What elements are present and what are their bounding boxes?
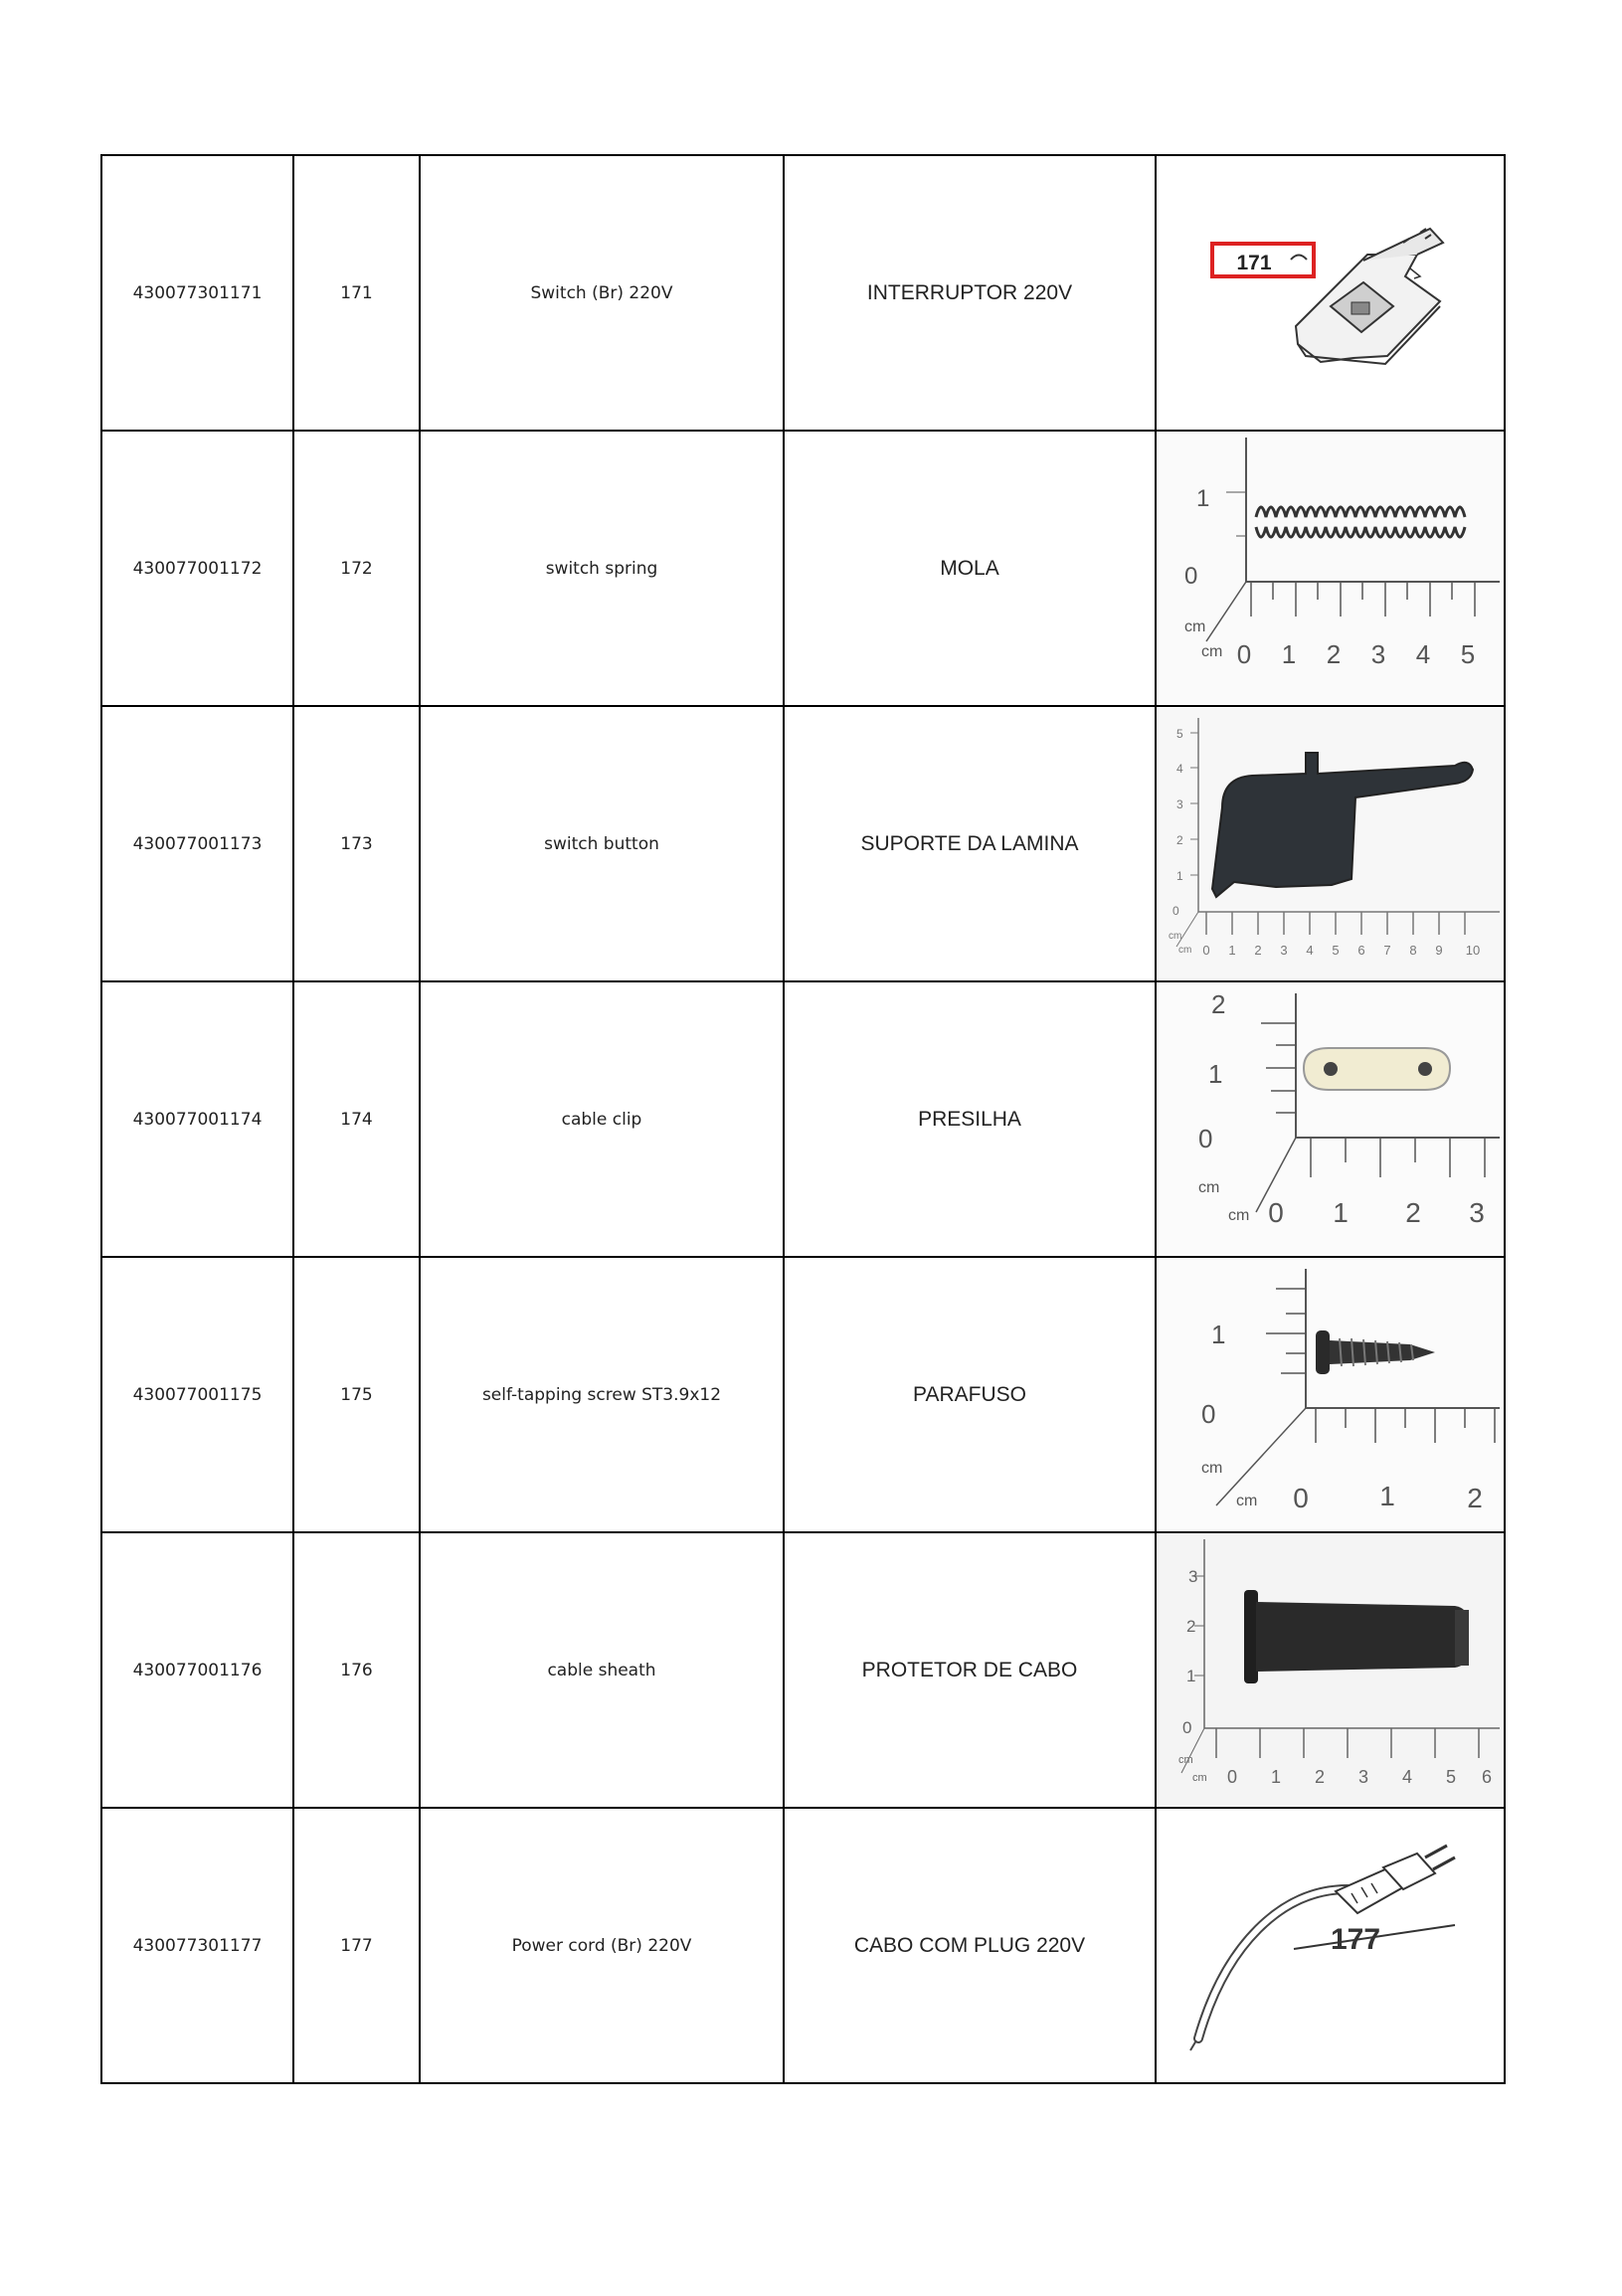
scale-tick-label: 1 — [1281, 639, 1297, 669]
item-number: 176 — [293, 1532, 420, 1808]
scale-tick-label: 1 — [1270, 1767, 1282, 1787]
scale-tick-label: 1 — [1211, 1320, 1226, 1349]
table-row — [101, 706, 1505, 981]
description-pt: INTERRUPTOR 220V — [784, 155, 1156, 431]
switch-button-photo — [1157, 708, 1504, 979]
description-pt: SUPORTE DA LAMINA — [784, 706, 1156, 981]
scale-tick-label: 0 — [1236, 639, 1252, 669]
scale-tick-label: 5 — [1445, 1767, 1457, 1787]
scale-tick-label: 4 — [1306, 943, 1314, 958]
part-image-cell — [1156, 981, 1505, 1257]
scale-tick-label: 2 — [1186, 1617, 1196, 1636]
scale-tick-label: 2 — [1326, 639, 1342, 669]
item-number: 173 — [293, 706, 420, 981]
scale-tick-label: 0 — [1226, 1767, 1238, 1787]
scale-unit-label: cm — [1192, 1772, 1207, 1784]
description-en: switch spring — [420, 431, 784, 706]
part-code: 430077001176 — [101, 1532, 293, 1808]
scale-tick-label: 4 — [1415, 639, 1431, 669]
scale-tick-label: 1 — [1186, 1667, 1196, 1685]
scale-tick-label: 3 — [1280, 943, 1288, 958]
item-number: 177 — [293, 1808, 420, 2083]
cable-sheath-photo — [1157, 1534, 1504, 1806]
spring-photo — [1157, 433, 1504, 704]
scale-unit-label: cm — [1201, 1460, 1223, 1477]
part-code: 430077001175 — [101, 1257, 293, 1532]
part-code: 430077001173 — [101, 706, 293, 981]
description-pt: MOLA — [784, 431, 1156, 706]
scale-unit-label: cm — [1198, 1179, 1220, 1196]
table-row — [101, 1257, 1505, 1532]
scale-tick-label: 2 — [1176, 833, 1183, 847]
part-code: 430077001174 — [101, 981, 293, 1257]
description-pt: PROTETOR DE CABO — [784, 1532, 1156, 1808]
cable-clip-photo — [1157, 983, 1504, 1255]
table-row — [101, 155, 1505, 431]
scale-tick-label: 9 — [1435, 943, 1443, 958]
callout-label: 171 — [1236, 252, 1272, 274]
description-en: Switch (Br) 220V — [420, 155, 784, 431]
table-row — [101, 1808, 1505, 2083]
scale-tick-label: 2 — [1314, 1767, 1326, 1787]
scale-tick-label: 1 — [1379, 1481, 1395, 1511]
scale-tick-label: 2 — [1405, 1197, 1421, 1228]
part-code: 430077301177 — [101, 1808, 293, 2083]
description-en: cable clip — [420, 981, 784, 1257]
scale-tick-label: 1 — [1333, 1197, 1349, 1228]
item-number: 171 — [293, 155, 420, 431]
parts-table — [100, 154, 1506, 2084]
scale-tick-label: 5 — [1460, 639, 1476, 669]
power-cord-drawing — [1157, 1810, 1504, 2081]
part-image-cell — [1156, 706, 1505, 981]
scale-tick-label: 1 — [1196, 485, 1210, 512]
scale-unit-label: cm — [1178, 1754, 1193, 1766]
scale-tick-label: 3 — [1357, 1767, 1369, 1787]
scale-tick-label: 3 — [1469, 1197, 1485, 1228]
scale-tick-label: 7 — [1383, 943, 1391, 958]
part-image-cell — [1156, 1808, 1505, 2083]
item-number: 175 — [293, 1257, 420, 1532]
table-row — [101, 431, 1505, 706]
scale-unit-label: cm — [1169, 931, 1182, 942]
scale-tick-label: 10 — [1465, 943, 1481, 958]
scale-unit-label: cm — [1228, 1207, 1250, 1224]
scale-tick-label: 8 — [1409, 943, 1417, 958]
scale-tick-label: 3 — [1188, 1567, 1198, 1586]
table-row — [101, 981, 1505, 1257]
part-image-cell — [1156, 1532, 1505, 1808]
description-en: switch button — [420, 706, 784, 981]
scale-tick-label: 5 — [1332, 943, 1340, 958]
scale-tick-label: 0 — [1201, 1399, 1216, 1429]
scale-tick-label: 2 — [1467, 1483, 1483, 1513]
part-image-cell — [1156, 431, 1505, 706]
scale-tick-label: 0 — [1202, 943, 1210, 958]
description-pt: PRESILHA — [784, 981, 1156, 1257]
scale-tick-label: 0 — [1182, 1718, 1192, 1737]
scale-tick-label: 1 — [1228, 943, 1236, 958]
description-pt: CABO COM PLUG 220V — [784, 1808, 1156, 2083]
scale-tick-label: 0 — [1268, 1197, 1284, 1228]
scale-unit-label: cm — [1184, 618, 1206, 635]
screw-photo — [1157, 1259, 1504, 1530]
part-code: 430077301171 — [101, 155, 293, 431]
scale-tick-label: 4 — [1176, 762, 1183, 776]
description-en: Power cord (Br) 220V — [420, 1808, 784, 2083]
part-image-cell — [1156, 155, 1505, 431]
scale-tick-label: 2 — [1211, 989, 1226, 1019]
description-pt: PARAFUSO — [784, 1257, 1156, 1532]
scale-tick-label: 4 — [1401, 1767, 1413, 1787]
item-number: 172 — [293, 431, 420, 706]
scale-tick-label: 6 — [1357, 943, 1365, 958]
scale-tick-label: 3 — [1370, 639, 1386, 669]
item-number: 174 — [293, 981, 420, 1257]
scale-unit-label: cm — [1236, 1493, 1258, 1509]
part-image-cell — [1156, 1257, 1505, 1532]
scale-tick-label: 1 — [1208, 1059, 1223, 1089]
scale-tick-label: 0 — [1293, 1483, 1309, 1513]
description-en: cable sheath — [420, 1532, 784, 1808]
part-code: 430077001172 — [101, 431, 293, 706]
scale-tick-label: 1 — [1176, 869, 1183, 883]
scale-tick-label: 6 — [1481, 1767, 1493, 1787]
scale-tick-label: 0 — [1172, 904, 1179, 918]
description-en: self-tapping screw ST3.9x12 — [420, 1257, 784, 1532]
scale-unit-label: cm — [1178, 945, 1192, 956]
scale-unit-label: cm — [1201, 643, 1223, 660]
switch-assembly-drawing — [1157, 157, 1504, 429]
scale-tick-label: 3 — [1176, 797, 1183, 811]
scale-tick-label: 2 — [1254, 943, 1262, 958]
scale-tick-label: 0 — [1198, 1124, 1213, 1153]
scale-tick-label: 0 — [1184, 563, 1198, 590]
scale-tick-label: 5 — [1176, 727, 1183, 741]
table-row — [101, 1532, 1505, 1808]
callout-label: 177 — [1331, 1923, 1381, 1956]
